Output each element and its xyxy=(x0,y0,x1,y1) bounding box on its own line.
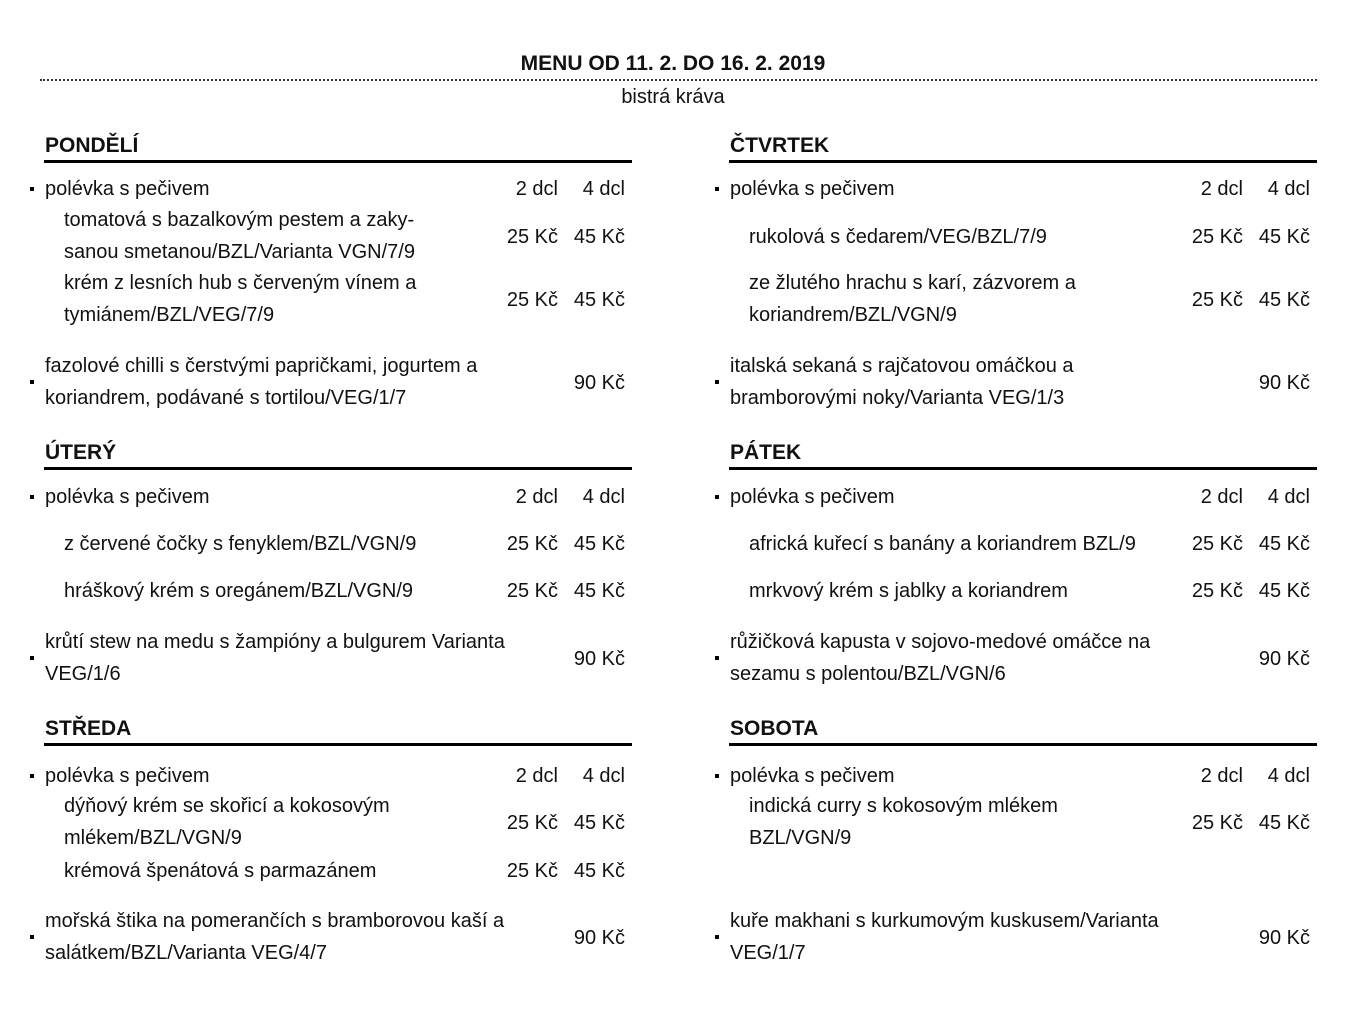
price-small: 25 Kč xyxy=(1191,533,1243,555)
menu-title: MENU OD 11. 2. DO 16. 2. 2019 xyxy=(520,52,826,75)
main-dish-line: salátkem/BZL/Varianta VEG/4/7 xyxy=(45,942,327,964)
price-large: 45 Kč xyxy=(573,289,625,311)
day-name: PONDĚLÍ xyxy=(45,134,139,157)
price-small: 25 Kč xyxy=(506,533,558,555)
price-small: 25 Kč xyxy=(1191,289,1243,311)
small-portion-header: 2 dcl xyxy=(515,765,558,787)
soup-name-line: ze žlutého hrachu s karí, zázvorem a xyxy=(749,272,1076,294)
soup-name-line: indická curry s kokosovým mlékem xyxy=(749,795,1058,817)
price-small: 25 Kč xyxy=(1191,812,1243,834)
main-dish-line: italská sekaná s rajčatovou omáčkou a xyxy=(730,355,1074,377)
soup-label: polévka s pečivem xyxy=(45,178,210,200)
day-name: PÁTEK xyxy=(730,441,802,464)
soup-name-line: mlékem/BZL/VGN/9 xyxy=(64,827,242,849)
main-dish-line: VEG/1/6 xyxy=(45,663,121,685)
day-rule xyxy=(729,467,1317,470)
soup-label: polévka s pečivem xyxy=(730,486,895,508)
main-dish-price: 90 Kč xyxy=(573,372,625,394)
bullet-icon xyxy=(715,187,719,191)
price-large: 45 Kč xyxy=(573,812,625,834)
soup-name-line: mrkvový krém s jablky a koriandrem xyxy=(749,580,1068,602)
small-portion-header: 2 dcl xyxy=(1200,486,1243,508)
day-rule xyxy=(44,743,632,746)
bullet-icon xyxy=(715,656,719,660)
dotted-divider xyxy=(40,79,1317,81)
price-large: 45 Kč xyxy=(1258,812,1310,834)
main-dish-line: růžičková kapusta v sojovo-medové omáčce na xyxy=(730,631,1151,653)
soup-name-line: BZL/VGN/9 xyxy=(749,827,852,849)
day-rule xyxy=(44,160,632,163)
small-portion-header: 2 dcl xyxy=(1200,178,1243,200)
main-dish-price: 90 Kč xyxy=(1258,648,1310,670)
main-dish-line: mořská štika na pomerančích s bramborovou kaší a xyxy=(45,910,505,932)
day-name: SOBOTA xyxy=(730,717,819,740)
bullet-icon xyxy=(30,380,34,384)
soup-name-line: z červené čočky s fenyklem/BZL/VGN/9 xyxy=(64,533,417,555)
large-portion-header: 4 dcl xyxy=(1267,765,1310,787)
large-portion-header: 4 dcl xyxy=(582,765,625,787)
main-dish-line: VEG/1/7 xyxy=(730,942,806,964)
price-large: 45 Kč xyxy=(573,533,625,555)
bullet-icon xyxy=(30,774,34,778)
price-small: 25 Kč xyxy=(506,580,558,602)
price-small: 25 Kč xyxy=(1191,226,1243,248)
bullet-icon xyxy=(30,656,34,660)
main-dish-price: 90 Kč xyxy=(573,927,625,949)
soup-name-line: sanou smetanou/BZL/Varianta VGN/7/9 xyxy=(64,241,415,263)
price-large: 45 Kč xyxy=(1258,289,1310,311)
main-dish-line: bramborovými noky/Varianta VEG/1/3 xyxy=(730,387,1065,409)
soup-name-line: hráškový krém s oregánem/BZL/VGN/9 xyxy=(64,580,414,602)
price-large: 45 Kč xyxy=(1258,533,1310,555)
small-portion-header: 2 dcl xyxy=(515,178,558,200)
price-small: 25 Kč xyxy=(506,860,558,882)
bullet-icon xyxy=(715,380,719,384)
bullet-icon xyxy=(715,495,719,499)
price-small: 25 Kč xyxy=(1191,580,1243,602)
bullet-icon xyxy=(30,495,34,499)
price-small: 25 Kč xyxy=(506,226,558,248)
main-dish-line: koriandrem, podávané s tortilou/VEG/1/7 xyxy=(45,387,407,409)
price-large: 45 Kč xyxy=(573,860,625,882)
restaurant-name: bistrá kráva xyxy=(621,86,725,108)
bullet-icon xyxy=(715,935,719,939)
soup-name-line: krémová špenátová s parmazánem xyxy=(64,860,377,882)
soup-name-line: tymiánem/BZL/VEG/7/9 xyxy=(64,304,275,326)
price-small: 25 Kč xyxy=(506,289,558,311)
soup-name-line: rukolová s čedarem/VEG/BZL/7/9 xyxy=(749,226,1047,248)
large-portion-header: 4 dcl xyxy=(1267,178,1310,200)
day-name: STŘEDA xyxy=(45,717,132,740)
main-dish-price: 90 Kč xyxy=(1258,927,1310,949)
large-portion-header: 4 dcl xyxy=(582,178,625,200)
soup-name-line: dýňový krém se skořicí a kokosovým xyxy=(64,795,390,817)
main-dish-line: kuře makhani s kurkumovým kuskusem/Varianta xyxy=(730,910,1159,932)
price-large: 45 Kč xyxy=(1258,226,1310,248)
day-rule xyxy=(729,160,1317,163)
price-large: 45 Kč xyxy=(573,580,625,602)
main-dish-line: krůtí stew na medu s žampióny a bulgurem Varianta xyxy=(45,631,505,653)
bullet-icon xyxy=(30,187,34,191)
bullet-icon xyxy=(715,774,719,778)
large-portion-header: 4 dcl xyxy=(1267,486,1310,508)
day-name: ČTVRTEK xyxy=(730,134,830,157)
price-large: 45 Kč xyxy=(573,226,625,248)
main-dish-line: sezamu s polentou/BZL/VGN/6 xyxy=(730,663,1006,685)
soup-label: polévka s pečivem xyxy=(730,178,895,200)
bullet-icon xyxy=(30,935,34,939)
soup-name-line: krém z lesních hub s červeným vínem a xyxy=(64,272,417,294)
price-small: 25 Kč xyxy=(506,812,558,834)
price-large: 45 Kč xyxy=(1258,580,1310,602)
day-rule xyxy=(44,467,632,470)
soup-name-line: africká kuřecí s banány a koriandrem BZL/9 xyxy=(749,533,1136,555)
main-dish-line: fazolové chilli s čerstvými papričkami, jogurtem a xyxy=(45,355,478,377)
day-rule xyxy=(729,743,1317,746)
small-portion-header: 2 dcl xyxy=(515,486,558,508)
small-portion-header: 2 dcl xyxy=(1200,765,1243,787)
main-dish-price: 90 Kč xyxy=(1258,372,1310,394)
soup-name-line: koriandrem/BZL/VGN/9 xyxy=(749,304,957,326)
soup-label: polévka s pečivem xyxy=(45,765,210,787)
soup-label: polévka s pečivem xyxy=(730,765,895,787)
day-name: ÚTERÝ xyxy=(45,441,117,464)
main-dish-price: 90 Kč xyxy=(573,648,625,670)
soup-name-line: tomatová s bazalkovým pestem a zaky- xyxy=(64,209,415,231)
large-portion-header: 4 dcl xyxy=(582,486,625,508)
soup-label: polévka s pečivem xyxy=(45,486,210,508)
